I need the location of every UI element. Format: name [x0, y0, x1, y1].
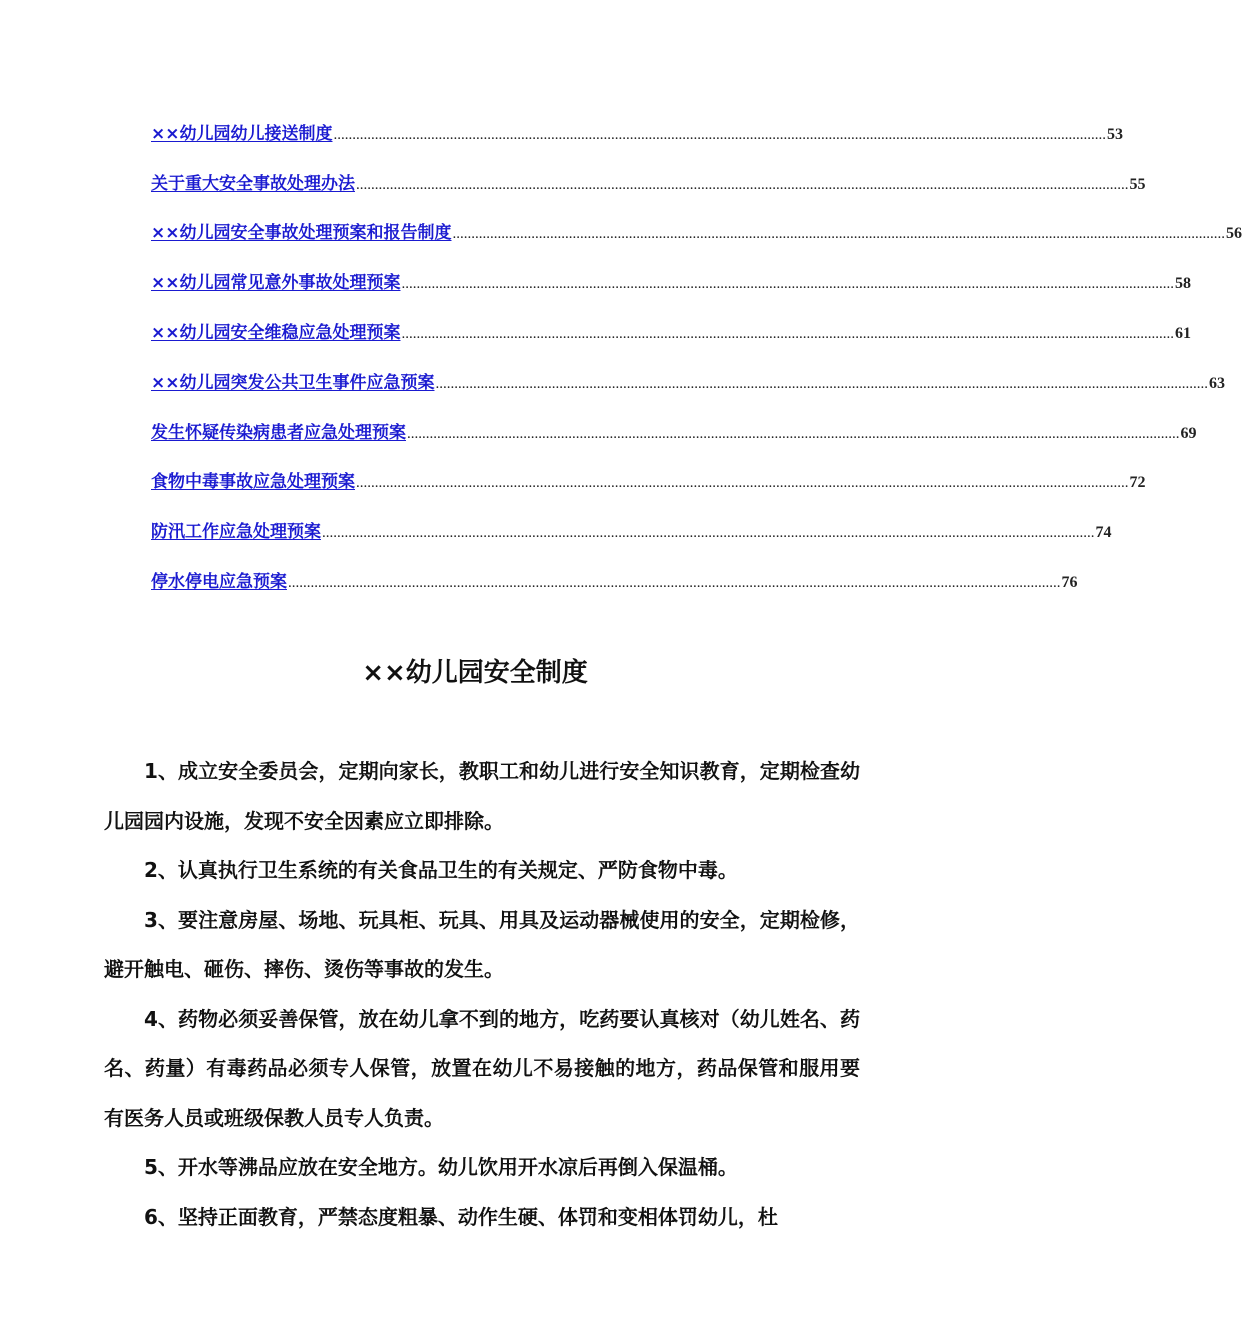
- toc-entry-title[interactable]: ××幼儿园安全事故处理预案和报告制度: [151, 223, 452, 244]
- toc-page-number: 72: [1129, 474, 1146, 492]
- document-title: ××幼儿园安全制度: [362, 658, 588, 688]
- toc-entry[interactable]: [151, 209, 1242, 259]
- toc-entry-title[interactable]: 食物中毒事故应急处理预案: [151, 472, 355, 493]
- toc-page-number: 61: [1175, 324, 1191, 342]
- toc-leader-dots: ..............................................................................................................................................................................................................: [401, 325, 1174, 342]
- table-of-contents: [151, 109, 1242, 607]
- toc-page-number: 53: [1107, 125, 1123, 143]
- toc-page-number: 55: [1129, 175, 1146, 193]
- paragraph: 1、成立安全委员会，定期向家长，教职工和幼儿进行安全知识教育，定期检查幼儿园园内设施，发现不安全因素应立即排除。: [104, 759, 860, 833]
- toc-entry[interactable]: [151, 458, 1146, 508]
- toc-leader-dots: ..............................................................................................................................................................................................................: [435, 375, 1208, 392]
- paragraph: 5、开水等沸品应放在安全地方。幼儿饮用开水凉后再倒入保温桶。: [144, 1155, 738, 1179]
- paragraph: 2、认真执行卫生系统的有关食品卫生的有关规定、严防食物中毒。: [144, 858, 738, 882]
- toc-leader-dots: ..............................................................................................................................................................................................................: [288, 574, 1061, 591]
- toc-entry-title[interactable]: 关于重大安全事故处理办法: [151, 173, 355, 194]
- toc-entry[interactable]: [151, 258, 1191, 308]
- toc-entry[interactable]: [151, 308, 1191, 358]
- toc-leader-dots: ..............................................................................................................................................................................................................: [356, 176, 1129, 193]
- toc-page-number: 74: [1095, 524, 1112, 542]
- toc-page-number: 76: [1061, 573, 1078, 591]
- toc-entry[interactable]: [151, 159, 1146, 209]
- paragraph: 6、坚持正面教育，严禁态度粗暴、动作生硬、体罚和变相体罚幼儿，杜: [144, 1204, 778, 1229]
- toc-entry-title[interactable]: ××幼儿园安全维稳应急处理预案: [151, 322, 401, 343]
- toc-leader-dots: ..............................................................................................................................................................................................................: [407, 425, 1180, 442]
- toc-page-number: 63: [1209, 374, 1225, 392]
- toc-page-number: 69: [1180, 424, 1197, 442]
- toc-leader-dots: ..............................................................................................................................................................................................................: [452, 226, 1225, 243]
- toc-entry-title[interactable]: ××幼儿园幼儿接送制度: [151, 123, 333, 144]
- toc-leader-dots: ..............................................................................................................................................................................................................: [401, 276, 1174, 293]
- toc-page-number: 58: [1175, 275, 1191, 293]
- toc-entry-title[interactable]: ××幼儿园常见意外事故处理预案: [151, 273, 401, 294]
- toc-entry-title[interactable]: 停水停电应急预案: [151, 571, 287, 592]
- toc-entry[interactable]: [151, 507, 1112, 557]
- toc-entry[interactable]: [151, 557, 1078, 607]
- toc-leader-dots: ..............................................................................................................................................................................................................: [356, 475, 1129, 492]
- toc-entry[interactable]: [151, 358, 1225, 408]
- toc-entry-title[interactable]: 发生怀疑传染病患者应急处理预案: [151, 422, 406, 443]
- toc-entry-title[interactable]: 防汛工作应急处理预案: [151, 522, 321, 543]
- paragraph: 4、药物必须妥善保管，放在幼儿拿不到的地方，吃药要认真核对（幼儿姓名、药名、药量）有毒药品必须专人保管，放置在幼儿不易接触的地方，药品保管和服用要有医务人员或班级保教人员专人负责。: [104, 1006, 860, 1130]
- paragraph: 3、要注意房屋、场地、玩具柜、玩具、用具及运动器械使用的安全，定期检修，避开触电、砸伤、摔伤、烫伤等事故的发生。: [104, 907, 860, 981]
- toc-entry[interactable]: [151, 408, 1197, 458]
- document-body: [104, 747, 860, 1242]
- toc-page-number: 56: [1226, 225, 1242, 243]
- toc-entry[interactable]: [151, 109, 1123, 159]
- toc-leader-dots: ..............................................................................................................................................................................................................: [333, 126, 1106, 143]
- toc-entry-title[interactable]: ××幼儿园突发公共卫生事件应急预案: [151, 372, 435, 393]
- toc-leader-dots: ..............................................................................................................................................................................................................: [322, 525, 1095, 542]
